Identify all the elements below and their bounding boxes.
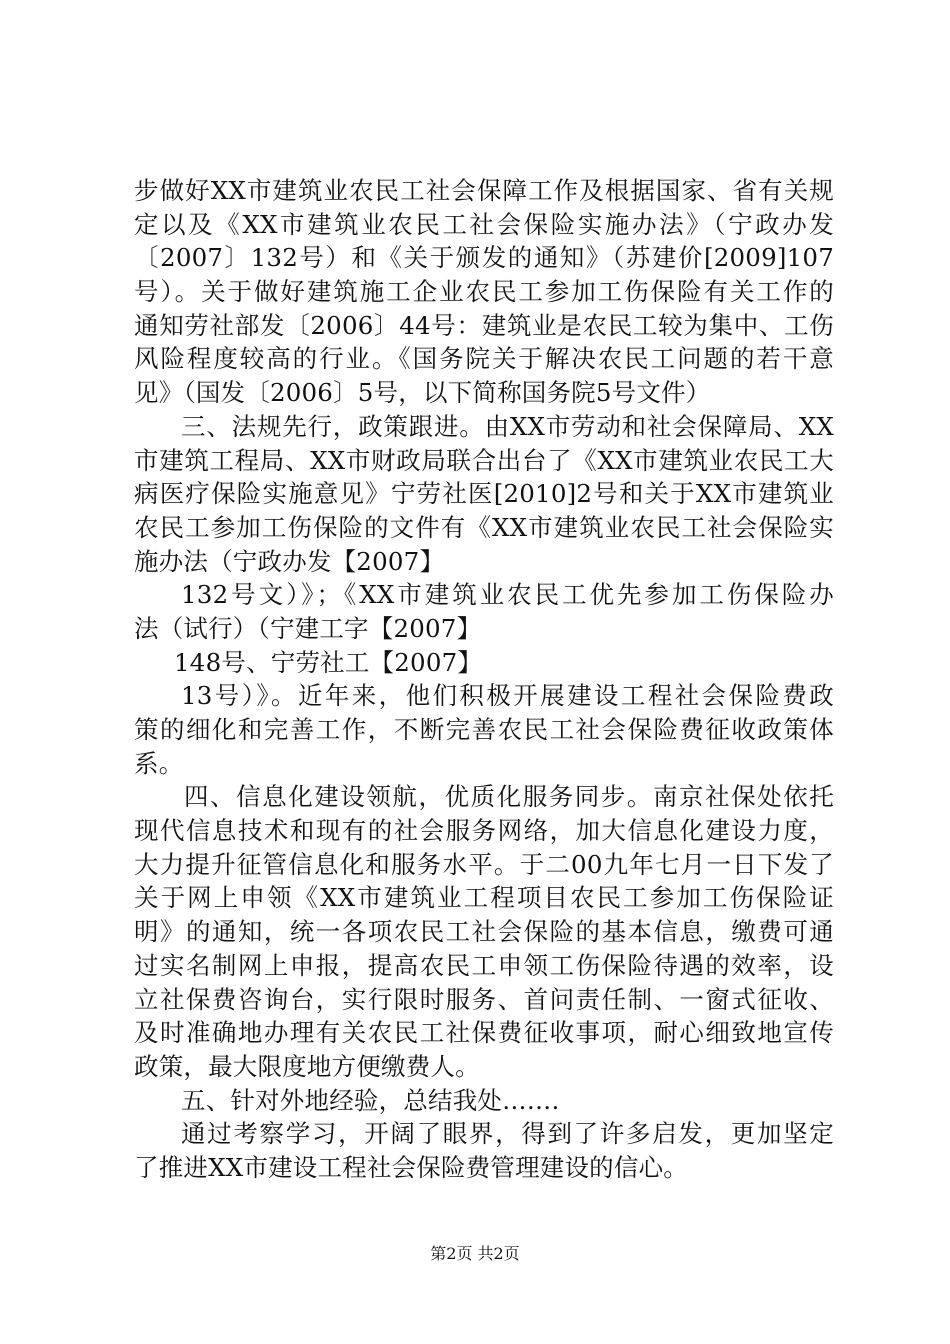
text-line: 了推进XX市建设工程社会保险费管理建设的信心。 [134,1152,688,1182]
page-number-label: 第2页 共2页 [430,1244,520,1263]
text-line: 及时准确地办理有关农民工社保费征收事项，耐心细致地宣传 [134,1018,834,1048]
text-line: 13号）》。近年来，他们积极开展建设工程社会保险费政 [181,681,834,711]
text-line: 病医疗保险实施意见》宁劳社医[2010]2号和关于XX市建筑业 [134,479,834,509]
text-line: 政策，最大限度地方便缴费人。 [134,1051,480,1081]
text-line: 见》（国发〔2006〕5号，以下简称国务院5号文件） [134,378,711,408]
text-line: 明》的通知，统一各项农民工社会保险的基本信息，缴费可通 [134,917,834,947]
text-line: 系。 [134,748,184,778]
text-line: 法（试行）（宁建工字【2007】 [134,613,482,643]
text-line: 策的细化和完善工作，不断完善农民工社会保险费征收政策体 [134,715,834,744]
text-line: 立社保费咨询台，实行限时服务、首问责任制、一窗式征收、 [134,984,834,1014]
paragraph-heading-line: 四、信息化建设领航，优质化服务同步。南京社保处依托 [184,782,834,812]
text-line: 步做好XX市建筑业农民工社会保障工作及根据国家、省有关规 [134,176,834,205]
text-line: 通知劳社部发〔2006〕44号：建筑业是农民工较为集中、工伤 [134,310,834,340]
text-line: 农民工参加工伤保险的文件有《XX市建筑业农民工社会保险实 [134,512,834,542]
text-line: 过实名制网上申报，提高农民工申领工伤保险待遇的效率，设 [134,950,834,980]
paragraph-heading-line: 五、针对外地经验，总结我处……. [181,1085,560,1115]
text-line: 关于网上申领《XX市建筑业工程项目农民工参加工伤保险证 [134,883,834,913]
text-line: 148号、宁劳社工【2007】 [174,647,483,677]
text-line: 通过考察学习，开阔了眼界，得到了许多启发，更加坚定 [181,1119,834,1149]
page-footer [0,1244,950,1264]
text-line: 风险程度较高的行业。《国务院关于解决农民工问题的若干意 [134,344,834,374]
text-line: 施办法（宁政办发【2007】 [134,546,445,576]
text-line: 定以及《XX市建筑业农民工社会保险实施办法》（宁政办发 [134,209,834,239]
text-line: 〔2007〕132号）和《关于颁发的通知》（苏建价[2009]107 [134,243,834,273]
text-line: 大力提升征管信息化和服务水平。于二00九年七月一日下发了 [134,849,834,879]
text-line: 现代信息技术和现有的社会服务网络，加大信息化建设力度， [134,816,834,846]
text-line: 号）。关于做好建筑施工企业农民工参加工伤保险有关工作的 [134,277,834,307]
paragraph-heading-line: 三、法规先行，政策跟进。由XX市劳动和社会保障局、XX [181,411,834,441]
text-line: 132号文）》；《XX市建筑业农民工优先参加工伤保险办 [181,580,834,610]
text-line: 市建筑工程局、XX市财政局联合出台了《XX市建筑业农民工大 [134,445,834,475]
document-body [134,174,834,1185]
